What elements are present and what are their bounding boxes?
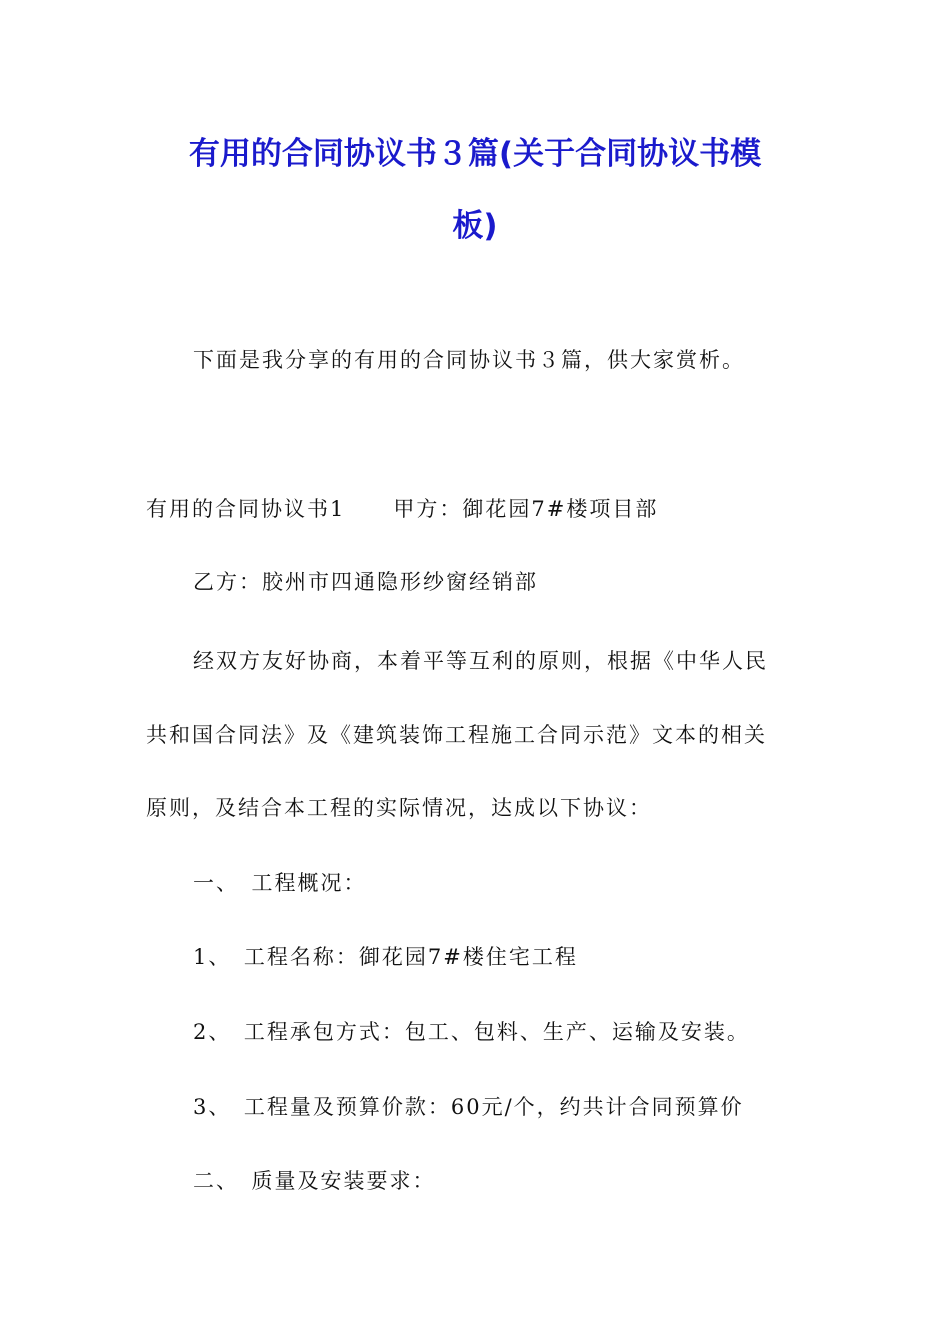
list-item: 1、 工程名称：御花园7#楼住宅工程 xyxy=(193,945,578,969)
document-title-line-2: 板) xyxy=(452,208,498,244)
preamble-line-1: 经双方友好协商，本着平等互利的原则，根据《中华人民 xyxy=(193,649,768,673)
preamble-line-2: 共和国合同法》及《建筑装饰工程施工合同示范》文本的相关 xyxy=(146,723,767,747)
document-title-line-1: 有用的合同协议书３篇(关于合同协议书模 xyxy=(188,136,762,172)
contract-heading: 有用的合同协议书1 xyxy=(146,497,346,521)
intro-paragraph: 下面是我分享的有用的合同协议书３篇，供大家赏析。 xyxy=(193,348,745,372)
preamble-line-3: 原则，及结合本工程的实际情况，达成以下协议： xyxy=(146,796,652,820)
party-a: 甲方：御花园7#楼项目部 xyxy=(393,497,659,521)
section-1-title: 一、 工程概况： xyxy=(193,871,367,895)
list-item: 2、 工程承包方式：包工、包料、生产、运输及安装。 xyxy=(193,1020,750,1044)
section-2-title: 二、 质量及安装要求： xyxy=(193,1169,436,1193)
contract-heading-row xyxy=(146,494,658,524)
list-item: 3、 工程量及预算价款：60元/个，约共计合同预算价 xyxy=(193,1095,744,1119)
party-b: 乙方：胶州市四通隐形纱窗经销部 xyxy=(193,570,538,594)
